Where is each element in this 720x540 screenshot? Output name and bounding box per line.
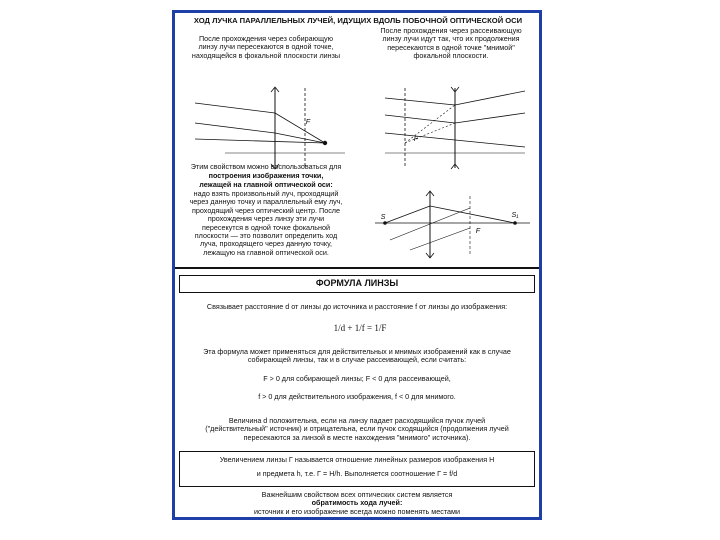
point-construction-diagram bbox=[370, 188, 535, 263]
reversibility-line-1: Важнейшим свойством всех оптических систем является bbox=[261, 490, 453, 499]
reversibility-line-2: обратимость хода лучей: bbox=[311, 498, 403, 507]
page-title: ХОД ЛУЧКА ПАРАЛЛЕЛЬНЫХ ЛУЧЕЙ, ИДУЩИХ ВДОЛЬ ПОБОЧНОЙ ОПТИЧЕСКОЙ ОСИ bbox=[193, 16, 523, 25]
construction-text-4: надо взять произвольный луч, проходящий через данную точку и параллельный ему луч, проходящий через оптический центр. После прохождения через линзу эти лучи пересекутся в одной точке фокальной плоскости — это позволит определить ход луча, проходящего через данную точку, лежащую на главной оптической оси. bbox=[189, 189, 343, 257]
lens-formula: 1/d + 1/f = 1/F bbox=[333, 323, 387, 333]
source-sign-note: Величина d положительна, если на линзу падает расходящийся пучок лучей ("действительный" источник) и отрицательна, если пучок сходящийся (продолжения лучей пересекаются за линзой в месте нахождения "мнимого" источника). bbox=[205, 416, 509, 442]
image-label: S₁ bbox=[511, 210, 519, 219]
formula-title: ФОРМУЛА ЛИНЗЫ bbox=[315, 278, 399, 288]
magnification-line-1: Увеличением линзы Γ называется отношение линейных размеров изображения H bbox=[219, 455, 495, 464]
sign-rule-focal: F > 0 для собирающей линзы; F < 0 для рассеивающей, bbox=[263, 374, 451, 383]
sign-rule-image: f > 0 для действительного изображения, f < 0 для мнимого. bbox=[258, 392, 456, 401]
formula-intro: Связывает расстояние d от линзы до источника и расстояние f от линзы до изображения: bbox=[206, 302, 508, 311]
converging-lens-diagram bbox=[185, 83, 355, 173]
formula-applies: Эта формула может применяться для действительных и мнимых изображений как в случае собирающей линзы, так и в случае рассеивающей, если считать: bbox=[203, 347, 511, 365]
section-divider bbox=[175, 267, 539, 269]
slide-frame bbox=[172, 10, 542, 520]
construction-text-2: построения изображения точки, bbox=[208, 171, 324, 180]
converging-lens-text: После прохождения через собирающую линзу лучи пересекаются в одной точке, находящейся в фокальной плоскости линзы bbox=[191, 34, 341, 60]
magnification-line-2: и предмета h, т.е. Γ = H/h. Выполняется соотношение Γ = f/d bbox=[256, 469, 458, 478]
focus-label-right: F bbox=[413, 134, 419, 143]
diverging-lens-diagram bbox=[375, 83, 535, 173]
reversibility-line-3: источник и его изображение всегда можно поменять местами bbox=[254, 507, 460, 516]
diverging-lens-text: После прохождения через рассеивающую линзу лучи идут так, что их продолжения пересекаются в одной точке "мнимой" фокальной плоскости. bbox=[380, 26, 522, 61]
focus-label-mid: F bbox=[475, 226, 481, 235]
focus-label-left: F bbox=[305, 117, 311, 126]
construction-text-3: лежащей на главной оптической оси: bbox=[199, 180, 333, 189]
source-label: S bbox=[380, 212, 386, 221]
construction-text-1: Этим свойством можно воспользоваться для bbox=[190, 162, 342, 171]
